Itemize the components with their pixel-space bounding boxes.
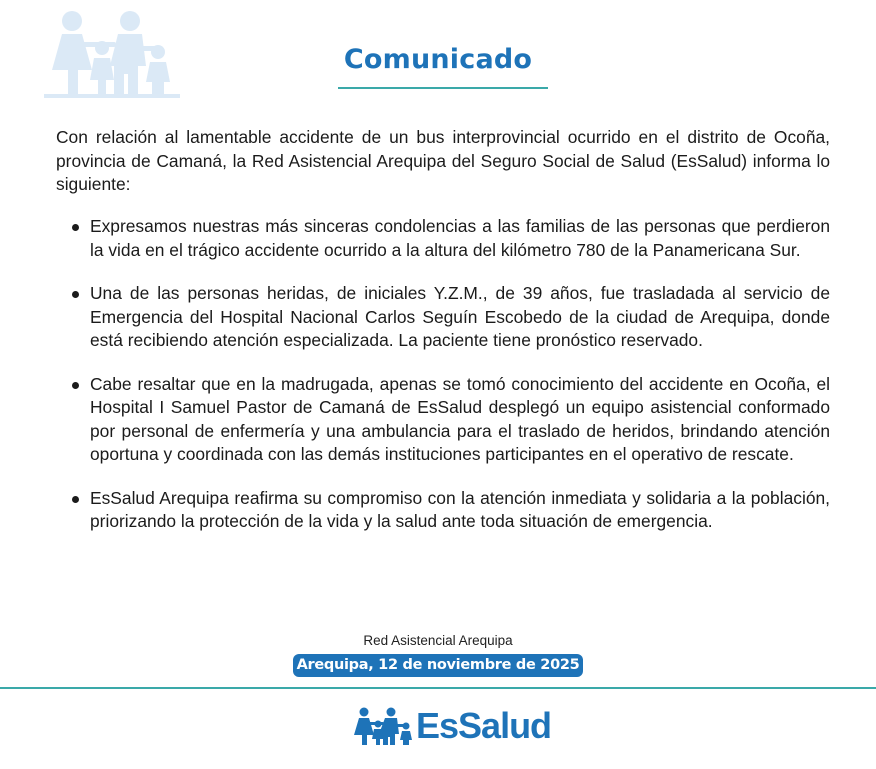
bullet-text: Expresamos nuestras más sinceras condolencias a las familias de las personas que perdieron la vida en el trágico accidente ocurrido a la altura del kilómetro 780 de la Panamericana Sur. bbox=[90, 216, 830, 260]
logo-text: EsSalud bbox=[416, 705, 552, 746]
list-item bbox=[56, 487, 830, 534]
list-item bbox=[56, 215, 830, 262]
date-badge: Arequipa, 12 de noviembre de 2025 bbox=[293, 654, 583, 677]
bullet-text: Una de las personas heridas, de iniciales Y.Z.M., de 39 años, fue trasladada al servicio de Emergencia del Hospital Nacional Carlos Seguín Escobedo de la ciudad de Arequipa, donde está recibiendo atención especializada. La paciente tiene pronóstico reservado. bbox=[90, 283, 830, 350]
list-item bbox=[56, 373, 830, 467]
family-icon bbox=[352, 707, 414, 747]
footer-divider bbox=[0, 687, 876, 689]
essalud-logo bbox=[352, 703, 552, 751]
bullet-list bbox=[56, 215, 830, 554]
intro-paragraph: Con relación al lamentable accidente de un bus interprovincial ocurrido en el distrito de Ocoña, provincia de Camaná, la Red Asistencial Arequipa del Seguro Social de Salud (EsSalud) informa lo siguiente: bbox=[56, 127, 830, 194]
bullet-icon bbox=[72, 291, 79, 298]
bullet-text: EsSalud Arequipa reafirma su compromiso con la atención inmediata y solidaria a la población, priorizando la protección de la vida y la salud ante toda situación de emergencia. bbox=[90, 487, 830, 531]
signature: Red Asistencial Arequipa bbox=[363, 633, 513, 648]
bullet-text: Cabe resaltar que en la madrugada, apenas se tomó conocimiento del accidente en Ocoña, el Hospital I Samuel Pastor de Camaná de EsSalud desplegó un equipo asistencial conformado por personal de enfermería y una ambulancia para el traslado de heridos, brindando atención oportuna y coordinada con las demás instituciones participantes en el operativo de rescate. bbox=[90, 373, 830, 464]
list-item bbox=[56, 282, 830, 353]
title-underline bbox=[338, 87, 548, 89]
bullet-icon bbox=[72, 224, 79, 231]
page-title: Comunicado bbox=[343, 44, 533, 75]
bullet-icon bbox=[72, 382, 79, 389]
bullet-icon bbox=[72, 496, 79, 503]
